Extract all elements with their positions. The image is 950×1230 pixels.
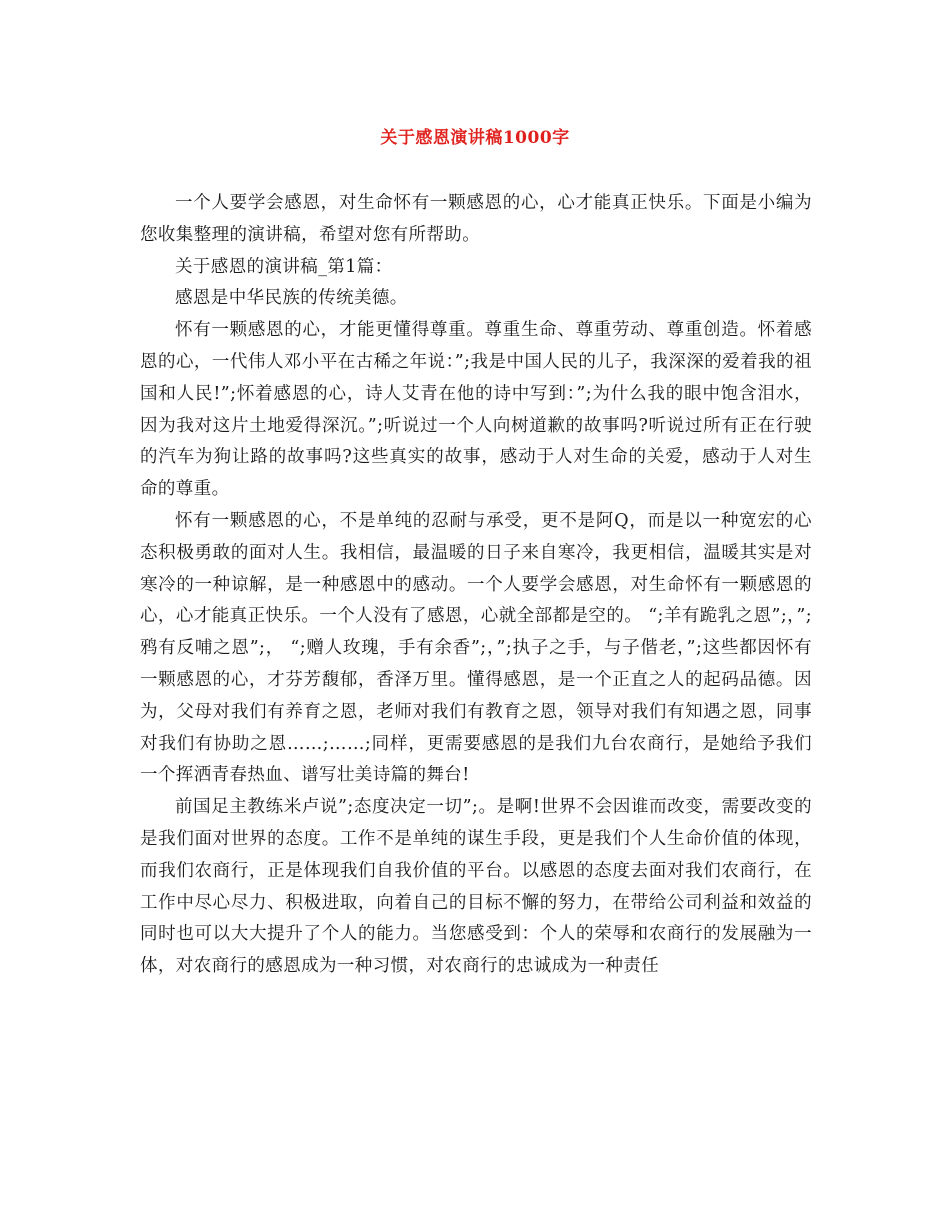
paragraph-attitude: 前国足主教练米卢说”;态度决定一切”;。是啊!世界不会因谁而改变，需要改变的是我们面对世界的态度。工作不是单纯的谋生手段，更是我们个人生命价值的体现，而我们农商行，正是体现我们自我价值的平台。以感恩的态度去面对我们农商行，在工作中尽心尽力、积极进取，向着自己的目标不懈的努力，在带给公司利益和效益的同时也可以大大提升了个人的能力。当您感受到：个人的荣辱和农商行的发展融为一体，对农商行的感恩成为一种习惯，对农商行的忠诚成为一种责任 (140, 797, 812, 977)
paragraph-gratitude-heart: 怀有一颗感恩的心，不是单纯的忍耐与承受，更不是阿Q，而是以一种宽宏的心态积极勇敢的面对人生。我相信，最温暖的日子来自寒冷，我更相信，温暖其实是对寒冷的一种谅解，是一种感恩中的感动。一个人要学会感恩，对生命怀有一颗感恩的心，心才能真正快乐。一个人没有了感恩，心就全部都是空的。 “;羊有跪乳之恩”;，”;鸦有反哺之恩”;， “;赠人玫瑰，手有余香”;，”;执子之手，与子偕老，”;这些都因怀有一颗感恩的心，才芬芳馥郁，香泽万里。懂得感恩，是一个正直之人的起码品德。因为，父母对我们有养育之恩，老师对我们有教育之恩，领导对我们有知遇之恩，同事对我们有协助之恩……;……;同样，更需要感恩的是我们九台农商行，是她给予我们一个挥洒青春热血、谱写壮美诗篇的舞台! (140, 510, 812, 786)
paragraph-intro: 一个人要学会感恩，对生命怀有一颗感恩的心，心才能真正快乐。下面是小编为您收集整理的演讲稿，希望对您有所帮助。 (140, 193, 812, 245)
document-body (140, 188, 812, 983)
paragraph-heading: 关于感恩的演讲稿_第1篇： (175, 256, 393, 277)
paragraph-respect: 怀有一颗感恩的心，才能更懂得尊重。尊重生命、尊重劳动、尊重创造。怀着感恩的心，一代伟人邓小平在古稀之年说：”;我是中国人民的儿子，我深深的爱着我的祖国和人民!”;怀着感恩的心，诗人艾青在他的诗中写到：”;为什么我的眼中饱含泪水，因为我对这片土地爱得深沉。”;听说过一个人向树道歉的故事吗?听说过所有正在行驶的汽车为狗让路的故事吗?这些真实的故事，感动于人对生命的关爱，感动于人对生命的尊重。 (140, 320, 812, 500)
document-title: 关于感恩演讲稿1000字 (380, 128, 570, 148)
paragraph-virtue: 感恩是中华民族的传统美德。 (175, 288, 408, 309)
